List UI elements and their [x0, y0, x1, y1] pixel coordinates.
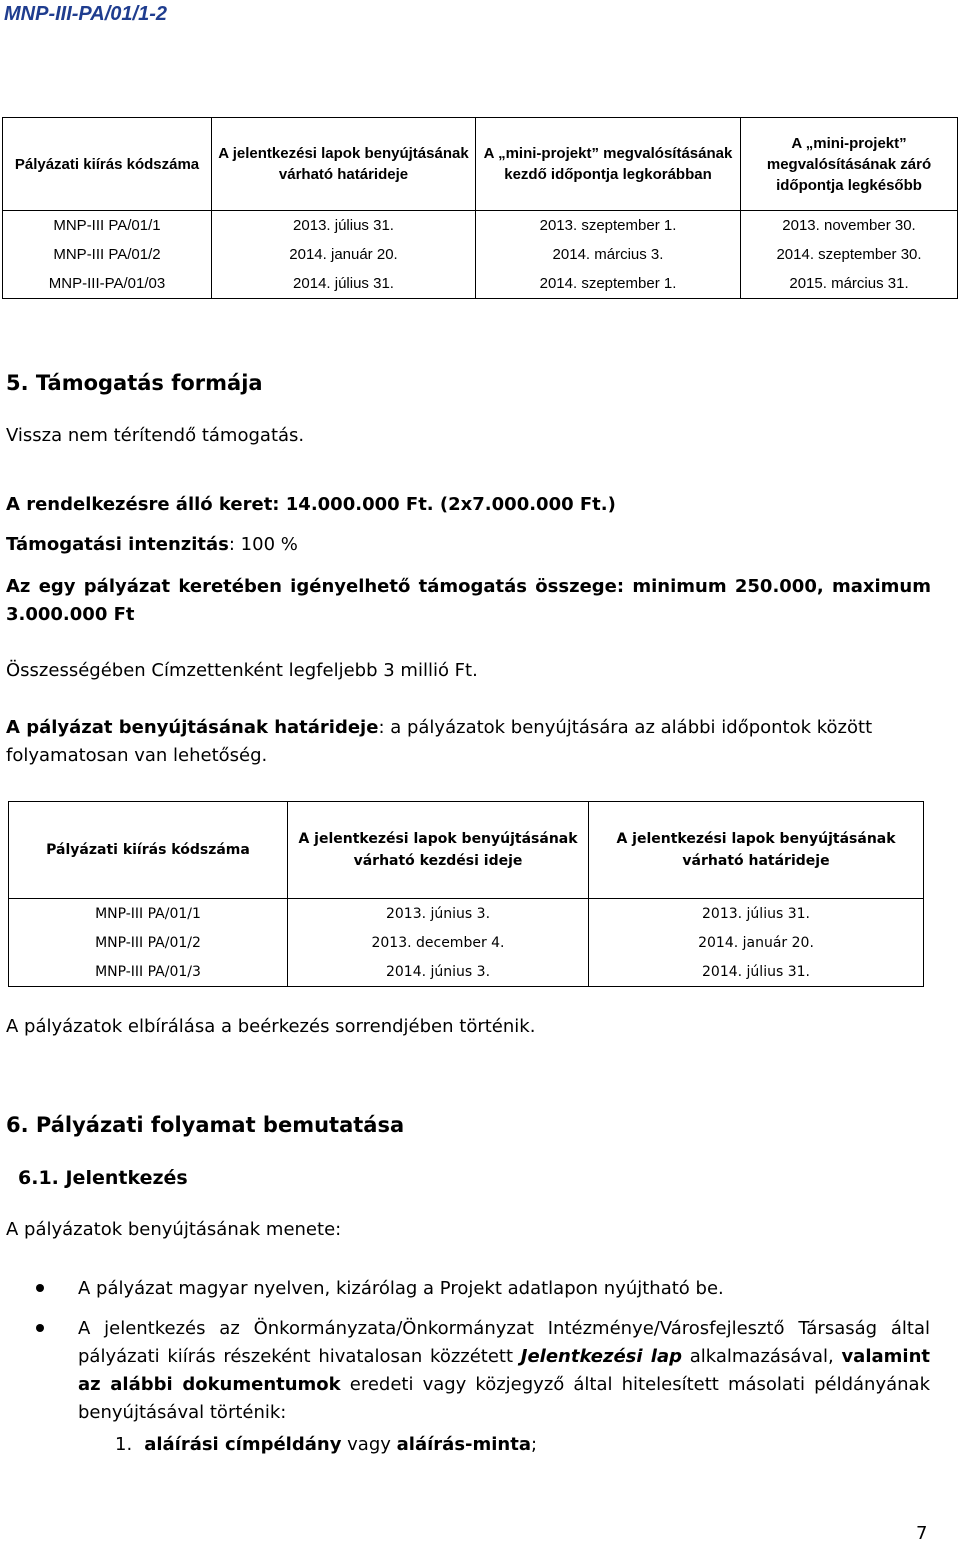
column-header: Pályázati kiírás kódszáma: [9, 802, 288, 899]
list-number: 1.: [115, 1434, 133, 1455]
grant-amount-text: Az egy pályázat keretében igényelhető támogatás összege: minimum 250.000, maximum 3.000.000 Ft: [6, 576, 931, 625]
column-header: A jelentkezési lapok benyújtásának várható kezdési ideje: [288, 802, 589, 899]
registration-form-term: Jelentkezési lap: [520, 1346, 683, 1367]
table-cell: 2013. július 31.: [212, 211, 476, 241]
bullet-item-2: [78, 1315, 930, 1427]
table-header-row: [3, 118, 958, 211]
submission-process-intro: A pályázatok benyújtásának menete:: [6, 1219, 342, 1240]
total-limit-text: Összességében Címzettenként legfeljebb 3 millió Ft.: [6, 660, 478, 681]
table-cell: 2014. július 31.: [212, 269, 476, 299]
page-number: 7: [916, 1523, 928, 1544]
submission-deadline-label: A pályázat benyújtásának határideje: [6, 717, 379, 738]
bullet-icon: [34, 1282, 46, 1294]
table-row: [9, 928, 924, 957]
column-header: Pályázati kiírás kódszáma: [3, 118, 212, 211]
bullet-item-1: A pályázat magyar nyelven, kizárólag a Projekt adatlapon nyújtható be.: [78, 1278, 724, 1299]
support-intensity-line: [6, 531, 931, 559]
table-row: [3, 240, 958, 269]
table-row: [9, 899, 924, 929]
numbered-item-1: [115, 1434, 537, 1455]
support-intensity-label: Támogatási intenzitás: [6, 534, 229, 555]
table-cell: MNP-III PA/01/2: [9, 928, 288, 957]
table-cell: 2014. március 3.: [476, 240, 741, 269]
table-cell: 2014. szeptember 1.: [476, 269, 741, 299]
submission-deadline-text: : a pályázatok benyújtására az alábbi időpontok között folyamatosan van lehetőség.: [6, 717, 873, 766]
section-6-heading: 6. Pályázati folyamat bemutatása: [6, 1113, 405, 1137]
section-5-heading: 5. Támogatás formája: [6, 371, 263, 395]
column-header: A „mini-projekt” megvalósításának kezdő időpontja legkorábban: [476, 118, 741, 211]
table-cell: 2014. január 20.: [212, 240, 476, 269]
table-row: [3, 269, 958, 299]
table-cell: 2014. július 31.: [589, 957, 924, 987]
table-cell: 2013. június 3.: [288, 899, 589, 929]
section-6-1-heading: 6.1. Jelentkezés: [18, 1167, 188, 1189]
table-cell: 2013. november 30.: [741, 211, 958, 241]
table-cell: 2013. szeptember 1.: [476, 211, 741, 241]
signature-specimen-term: aláírási címpéldány: [144, 1434, 342, 1455]
table-cell: 2014. szeptember 30.: [741, 240, 958, 269]
column-header: A „mini-projekt” megvalósításának záró időpontja legkésőbb: [741, 118, 958, 211]
table-cell: MNP-III PA/01/2: [3, 240, 212, 269]
table-row: [9, 957, 924, 987]
bullet-item-2-text: alkalmazásával,: [682, 1346, 842, 1367]
bullet-icon: [34, 1322, 46, 1334]
table-cell: 2013. december 4.: [288, 928, 589, 957]
table-cell: 2014. június 3.: [288, 957, 589, 987]
deadlines-table-1: [2, 117, 958, 299]
table-cell: MNP-III PA/01/1: [3, 211, 212, 241]
support-intensity-value: : 100 %: [228, 534, 298, 555]
table-cell: MNP-III-PA/01/03: [3, 269, 212, 299]
signature-sample-term: aláírás-minta: [396, 1434, 531, 1455]
table-cell: MNP-III PA/01/1: [9, 899, 288, 929]
column-header: A jelentkezési lapok benyújtásának várható határideje: [589, 802, 924, 899]
bullet-item-2-text: eredeti vagy közjegyző által hitelesített másolati példányának benyújtásával történik:: [78, 1374, 931, 1423]
evaluation-text: A pályázatok elbírálása a beérkezés sorrendjében történik.: [6, 1016, 536, 1037]
table-cell: 2013. július 31.: [589, 899, 924, 929]
table-cell: 2014. január 20.: [589, 928, 924, 957]
document-header-title: MNP-III-PA/01/1-2: [4, 3, 167, 25]
available-budget-text: A rendelkezésre álló keret: 14.000.000 Ft. (2x7.000.000 Ft.): [6, 494, 616, 515]
documents-term: valamint az alábbi dokumentumok: [78, 1346, 930, 1395]
support-type-text: Vissza nem térítendő támogatás.: [6, 425, 305, 446]
numbered-item-text: vagy: [341, 1434, 397, 1455]
numbered-item-text: ;: [531, 1434, 538, 1455]
bullet-item-2-text: A jelentkezés az Önkormányzata/Önkormányzat Intézménye/Városfejlesztő Társaság által pályázati kiírás részeként hivatalosan közzétett: [78, 1318, 930, 1367]
deadlines-table-2: [8, 801, 924, 987]
table-cell: 2015. március 31.: [741, 269, 958, 299]
table-header-row: [9, 802, 924, 899]
submission-deadline-paragraph: [6, 714, 931, 770]
table-cell: MNP-III PA/01/3: [9, 957, 288, 987]
column-header: A jelentkezési lapok benyújtásának várható határideje: [212, 118, 476, 211]
table-row: [3, 211, 958, 241]
